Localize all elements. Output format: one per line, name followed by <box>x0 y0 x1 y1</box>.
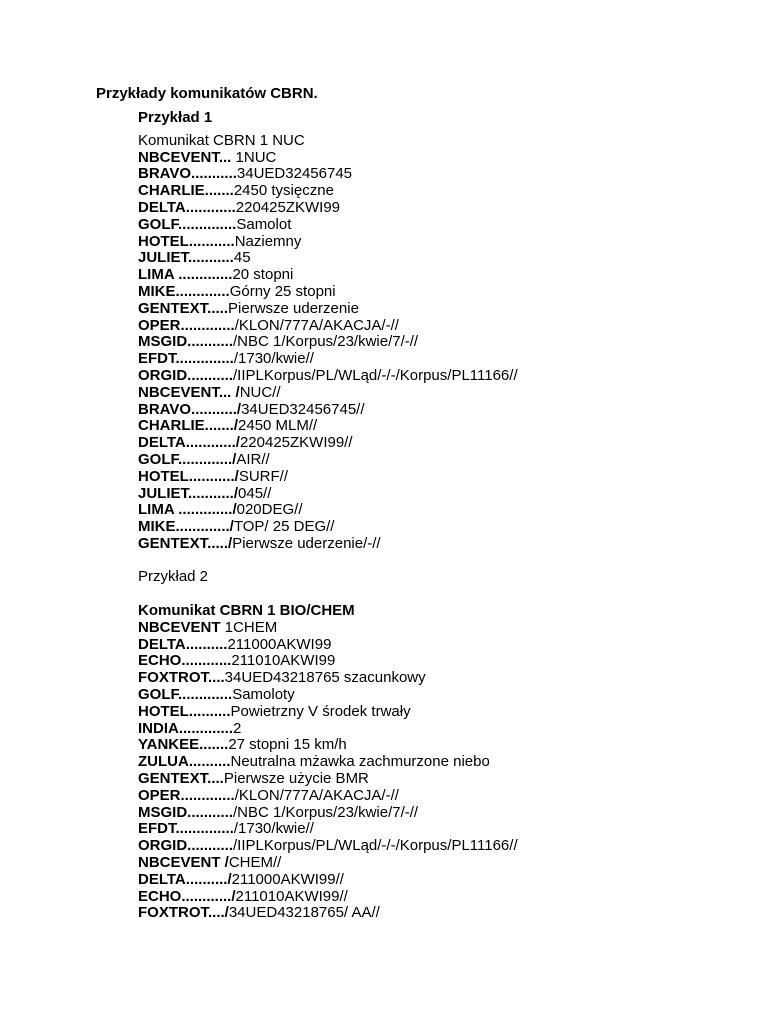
example-1-line <box>138 418 758 435</box>
example-2-line <box>138 653 758 670</box>
field-key: YANKEE....... <box>138 736 229 754</box>
example-1-line <box>138 469 758 486</box>
field-key: LIMA ............. <box>138 266 233 284</box>
example-2-heading: Przykład 2 <box>138 568 209 585</box>
field-key: ZULUA.......... <box>138 753 231 771</box>
example-1-section <box>138 110 758 553</box>
field-key: NBCEVENT <box>138 618 221 636</box>
field-key: INDIA............. <box>138 719 234 737</box>
example-2-message <box>138 603 758 922</box>
field-key: OPER............. <box>138 786 235 804</box>
field-key: ECHO............ <box>138 652 232 670</box>
example-2-line <box>138 721 758 738</box>
field-key: GOLF............. <box>138 685 233 703</box>
example-1-line <box>138 250 758 267</box>
field-value: /IIPLKorpus/PL/WLąd/-/-/Korpus/PL11166// <box>233 837 518 855</box>
field-value: 1CHEM <box>220 618 278 636</box>
field-value: /NBC 1/Korpus/23/kwie/7/-// <box>233 333 419 351</box>
example-1-message <box>138 133 758 553</box>
example-1-line <box>138 351 758 368</box>
field-value: NUC// <box>239 383 281 401</box>
field-value: 020DEG// <box>236 501 303 519</box>
field-value: 045// <box>238 484 272 502</box>
example-2-line <box>138 704 758 721</box>
field-key: ORGID........... <box>138 837 234 855</box>
example-2-line <box>138 754 758 771</box>
example-2-line <box>138 889 758 906</box>
field-value: CHEM// <box>228 853 282 871</box>
field-value: 34UED32456745 <box>236 165 352 183</box>
field-value: TOP/ 25 DEG// <box>233 518 335 536</box>
field-key: EFDT.............. <box>138 820 234 838</box>
field-value: 2450 tysięczne <box>233 182 334 200</box>
field-key: BRAVO.........../ <box>138 400 242 418</box>
example-2-line <box>138 805 758 822</box>
example-1-line <box>138 519 758 536</box>
document-title: Przykłady komunikatów CBRN. <box>96 85 318 102</box>
field-key: GOLF............./ <box>138 450 237 468</box>
field-key: NBCEVENT... / <box>138 383 240 401</box>
field-value: 1NUC <box>231 148 277 166</box>
field-value: SURF// <box>238 467 289 485</box>
example-1-line <box>138 334 758 351</box>
example-2-line <box>138 637 758 654</box>
field-value: 220425ZKWI99 <box>235 198 341 216</box>
field-key: DELTA............/ <box>138 434 240 452</box>
field-value: 211000AKWI99// <box>231 870 344 888</box>
example-1-line <box>138 200 758 217</box>
field-key: CHARLIE......./ <box>138 417 239 435</box>
field-value: Powietrzny V środek trwały <box>230 702 411 720</box>
example-1-line <box>138 234 758 251</box>
example-1-line <box>138 368 758 385</box>
field-value: AIR// <box>236 450 270 468</box>
field-key: MIKE............./ <box>138 518 234 536</box>
field-value: Neutralna mżawka zachmurzone niebo <box>230 753 490 771</box>
example-2-line <box>138 788 758 805</box>
field-key: OPER............. <box>138 316 235 334</box>
field-value: /IIPLKorpus/PL/WLąd/-/-/Korpus/PL11166// <box>233 366 518 384</box>
example-2-line <box>138 872 758 889</box>
field-key: JULIET.........../ <box>138 484 239 502</box>
field-key: FOXTROT..../ <box>138 904 229 922</box>
field-value: 211000AKWI99 <box>227 635 332 653</box>
field-value: /1730/kwie// <box>233 350 314 368</box>
example-2-line <box>138 737 758 754</box>
example-2-line <box>138 603 758 620</box>
field-value: /KLON/777A/AKACJA/-// <box>234 786 399 804</box>
example-1-line <box>138 217 758 234</box>
field-value: /1730/kwie// <box>233 820 314 838</box>
field-key: CHARLIE....... <box>138 182 234 200</box>
field-value: 211010AKWI99// <box>235 887 348 905</box>
example-1-line <box>138 267 758 284</box>
example-2-line <box>138 838 758 855</box>
field-key: HOTEL.......... <box>138 702 231 720</box>
field-value: 2 <box>233 719 242 737</box>
example-1-line <box>138 318 758 335</box>
field-value: Naziemny <box>234 232 302 250</box>
field-value: Samoloty <box>232 685 295 703</box>
example-2-line <box>138 821 758 838</box>
field-value: Pierwsze użycie BMR <box>223 769 369 787</box>
field-key: GOLF.............. <box>138 215 237 233</box>
example-2-heading-block <box>138 569 758 586</box>
field-key: HOTEL........... <box>138 232 235 250</box>
example-2-line <box>138 855 758 872</box>
example-1-line <box>138 452 758 469</box>
example-1-line <box>138 402 758 419</box>
example-1-line <box>138 183 758 200</box>
example-1-line <box>138 284 758 301</box>
field-key: DELTA........../ <box>138 870 232 888</box>
field-value: 220425ZKWI99// <box>239 434 353 452</box>
example-2-section <box>138 603 758 922</box>
field-key: FOXTROT.... <box>138 669 225 687</box>
field-key: BRAVO........... <box>138 165 237 183</box>
field-value: 211010AKWI99 <box>231 652 336 670</box>
example-1-line <box>138 166 758 183</box>
field-value: Samolot <box>236 215 292 233</box>
field-key: NBCEVENT / <box>138 853 229 871</box>
example-2-line <box>138 771 758 788</box>
example-1-heading: Przykład 1 <box>138 109 213 126</box>
field-value: 34UED43218765 szacunkowy <box>224 669 426 687</box>
field-key: MSGID........... <box>138 333 234 351</box>
example-2-line <box>138 905 758 922</box>
example-1-line <box>138 150 758 167</box>
field-key: ECHO............/ <box>138 887 236 905</box>
field-key: EFDT.............. <box>138 350 234 368</box>
field-value: 45 <box>233 249 251 267</box>
field-value: 27 stopni 15 km/h <box>228 736 347 754</box>
example-2-line <box>138 620 758 637</box>
example-1-line <box>138 133 758 150</box>
field-key: DELTA.......... <box>138 635 228 653</box>
field-value: Komunikat CBRN 1 NUC <box>138 131 305 149</box>
example-1-line <box>138 502 758 519</box>
field-key: LIMA ............./ <box>138 501 237 519</box>
example-1-line <box>138 486 758 503</box>
example-2-line <box>138 687 758 704</box>
field-value: 20 stopni <box>232 266 294 284</box>
field-key: DELTA............ <box>138 198 236 216</box>
field-value: Pierwsze uderzenie/-// <box>232 534 381 552</box>
field-value: Pierwsze uderzenie <box>228 299 359 317</box>
field-key: GENTEXT.... <box>138 769 224 787</box>
example-1-line <box>138 385 758 402</box>
field-key: Komunikat CBRN 1 BIO/CHEM <box>138 602 355 619</box>
field-key: NBCEVENT... <box>138 148 232 166</box>
example-1-line <box>138 536 758 553</box>
field-value: Górny 25 stopni <box>229 282 336 300</box>
field-key: MSGID........... <box>138 803 234 821</box>
field-value: 34UED32456745// <box>241 400 365 418</box>
field-key: HOTEL.........../ <box>138 467 239 485</box>
field-key: MIKE............. <box>138 282 230 300</box>
field-key: JULIET........... <box>138 249 234 267</box>
field-value: 34UED43218765/ AA// <box>228 904 380 922</box>
example-1-line <box>138 301 758 318</box>
field-value: 2450 MLM// <box>238 417 318 435</box>
example-2-line <box>138 670 758 687</box>
field-key: GENTEXT..... <box>138 299 229 317</box>
field-key: ORGID........... <box>138 366 234 384</box>
example-1-line <box>138 435 758 452</box>
field-value: /KLON/777A/AKACJA/-// <box>234 316 399 334</box>
field-key: GENTEXT...../ <box>138 534 233 552</box>
field-value: /NBC 1/Korpus/23/kwie/7/-// <box>233 803 419 821</box>
